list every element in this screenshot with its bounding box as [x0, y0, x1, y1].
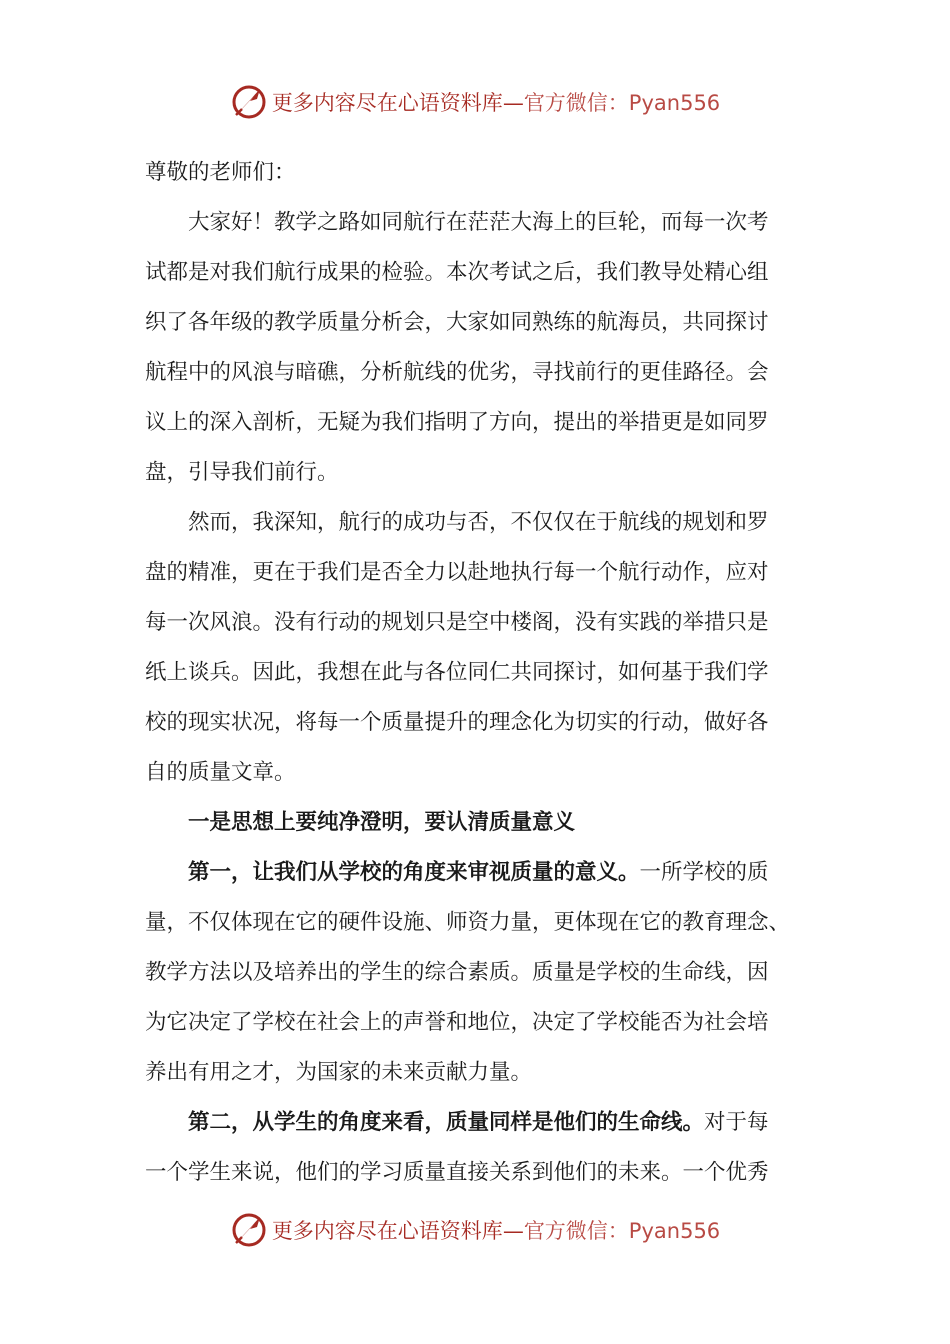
text-line [145, 1098, 810, 1148]
paragraph-1 [145, 198, 810, 498]
lead-sentence: 第一，让我们从学校的角度来审视质量的意义。 [188, 860, 640, 885]
text-line: 议上的深入剖析，无疑为我们指明了方向，提出的举措更是如同罗 [145, 410, 769, 435]
paragraph-2 [145, 498, 810, 798]
text-line: 试都是对我们航行成果的检验。本次考试之后，我们教导处精心组 [145, 260, 769, 285]
lead-sentence: 第二，从学生的角度来看，质量同样是他们的生命线。 [188, 1110, 705, 1135]
text-line: 每一次风浪。没有行动的规划只是空中楼阁，没有实践的举措只是 [145, 610, 769, 635]
header-watermark [0, 82, 950, 122]
document-body [145, 148, 810, 1198]
text-line: 然而，我深知，航行的成功与否，不仅仅在于航线的规划和罗 [188, 510, 769, 535]
text-line: 盘，引导我们前行。 [145, 460, 339, 485]
section-heading: 一是思想上要纯净澄明，要认清质量意义 [188, 810, 576, 835]
text-line: 航程中的风浪与暗礁，分析航线的优劣，寻找前行的更佳路径。会 [145, 360, 769, 385]
text-line: 自的质量文章。 [145, 760, 296, 785]
text-line: 盘的精准，更在于我们是否全力以赴地执行每一个航行动作，应对 [145, 560, 769, 585]
text-line: 教学方法以及培养出的学生的综合素质。质量是学校的生命线，因 [145, 960, 769, 985]
text-line: 量，不仅体现在它的硬件设施、师资力量，更体现在它的教育理念、 [145, 910, 791, 935]
quill-pen-icon [230, 83, 268, 121]
text-line [145, 848, 810, 898]
text-line: 校的现实状况，将每一个质量提升的理念化为切实的行动，做好各 [145, 710, 769, 735]
paragraph-4 [145, 1098, 810, 1198]
paragraph-3 [145, 848, 810, 1098]
text-line: 大家好！教学之路如同航行在茫茫大海上的巨轮，而每一次考 [188, 210, 769, 235]
text-line: 一个学生来说，他们的学习质量直接关系到他们的未来。一个优秀 [145, 1160, 769, 1185]
greeting: 尊敬的老师们： [145, 160, 296, 185]
watermark-text: 更多内容尽在心语资料库—官方微信：Pyan556 [271, 1219, 721, 1243]
text-line: 织了各年级的教学质量分析会，大家如同熟练的航海员，共同探讨 [145, 310, 769, 335]
footer-watermark [0, 1210, 950, 1250]
quill-pen-icon [230, 1211, 268, 1249]
watermark-text: 更多内容尽在心语资料库—官方微信：Pyan556 [271, 91, 721, 115]
text-line: 为它决定了学校在社会上的声誉和地位，决定了学校能否为社会培 [145, 1010, 769, 1035]
text-span: 对于每 [704, 1110, 769, 1135]
text-span: 一所学校的质 [639, 860, 769, 885]
text-line: 纸上谈兵。因此，我想在此与各位同仁共同探讨，如何基于我们学 [145, 660, 769, 685]
text-line: 养出有用之才，为国家的未来贡献力量。 [145, 1060, 533, 1085]
